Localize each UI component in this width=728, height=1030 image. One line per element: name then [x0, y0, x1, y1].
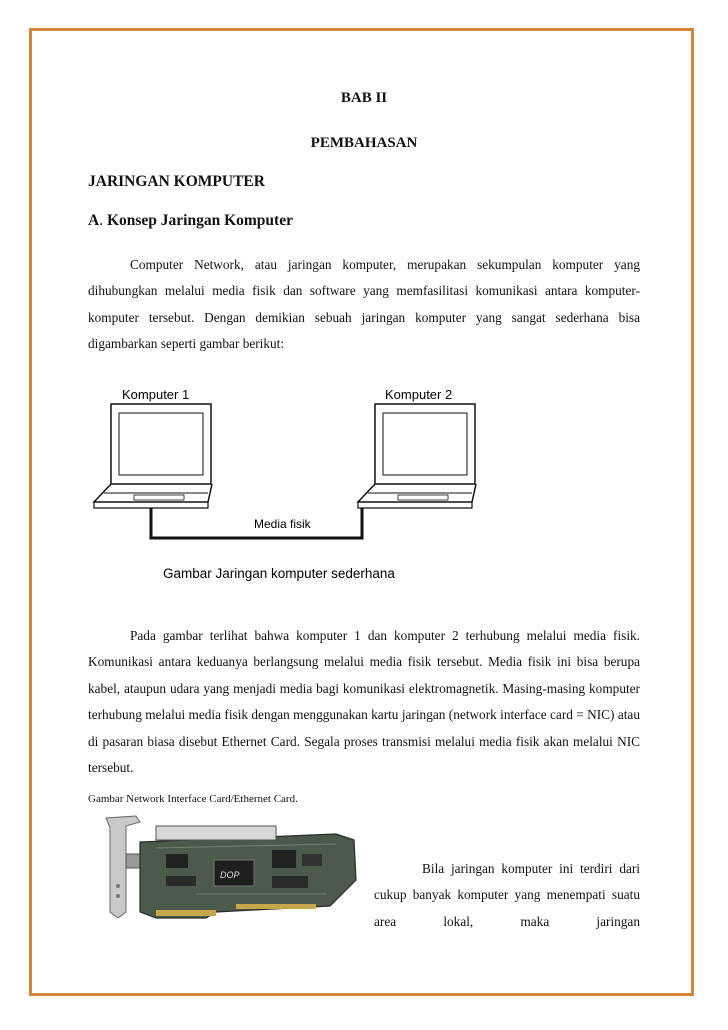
figure-1-caption: Gambar Jaringan komputer sederhana [163, 566, 395, 581]
chapter-number: BAB II [340, 90, 388, 106]
computer-1-label: Komputer 1 [122, 387, 190, 402]
laptop-2-icon [358, 404, 476, 508]
subsection-separator: . [99, 212, 107, 229]
ethernet-card-image [96, 814, 362, 926]
media-label: Media fisik [254, 517, 311, 531]
laptop-1-icon [94, 404, 212, 508]
nic-figure-caption: Gambar Network Interface Card/Ethernet Card. [88, 793, 298, 805]
section-heading: JARINGAN KOMPUTER [88, 173, 265, 190]
subsection-heading [88, 212, 293, 230]
paragraph-1: Computer Network, atau jaringan komputer, merupakan sekumpulan komputer yang dihubungkan melalui media fisik dan software yang memfasilitasi komunikasi antara komputer-komputer tersebut. Dengan demikian sebuah jaringan komputer yang sangat sederhana bisa digambarkan seperti gambar berikut: [88, 257, 640, 352]
subsection-title: Konsep Jaringan Komputer [106, 212, 293, 229]
paragraph-3: Bila jaringan komputer ini terdiri dari cukup banyak komputer yang menempati suatu area lokal, maka jaringan [374, 861, 640, 929]
chapter-title: PEMBAHASAN [310, 135, 418, 151]
svg-text:DOP: DOP [220, 870, 240, 880]
pcb-board-icon [140, 826, 356, 918]
subsection-prefix: A [88, 212, 100, 229]
paragraph-2: Pada gambar terlihat bahwa komputer 1 dan komputer 2 terhubung melalui media fisik. Komunikasi antara keduanya berlangsung melalui media fisik tersebut. Media fisik ini bisa berupa kabel, ataupun udara yang menjadi media bagi komunikasi elektromagnetik. Masing-masing komputer terhubung melalui media fisik dengan menggunakan kartu jaringan (network interface card = NIC) atau di pasaran biasa disebut Ethernet Card. Segala proses transmisi melalui media fisik akan melalui NIC tersebut. [88, 628, 640, 776]
computer-2-label: Komputer 2 [385, 387, 453, 402]
network-diagram [88, 380, 488, 585]
card-bracket-icon [106, 816, 142, 918]
